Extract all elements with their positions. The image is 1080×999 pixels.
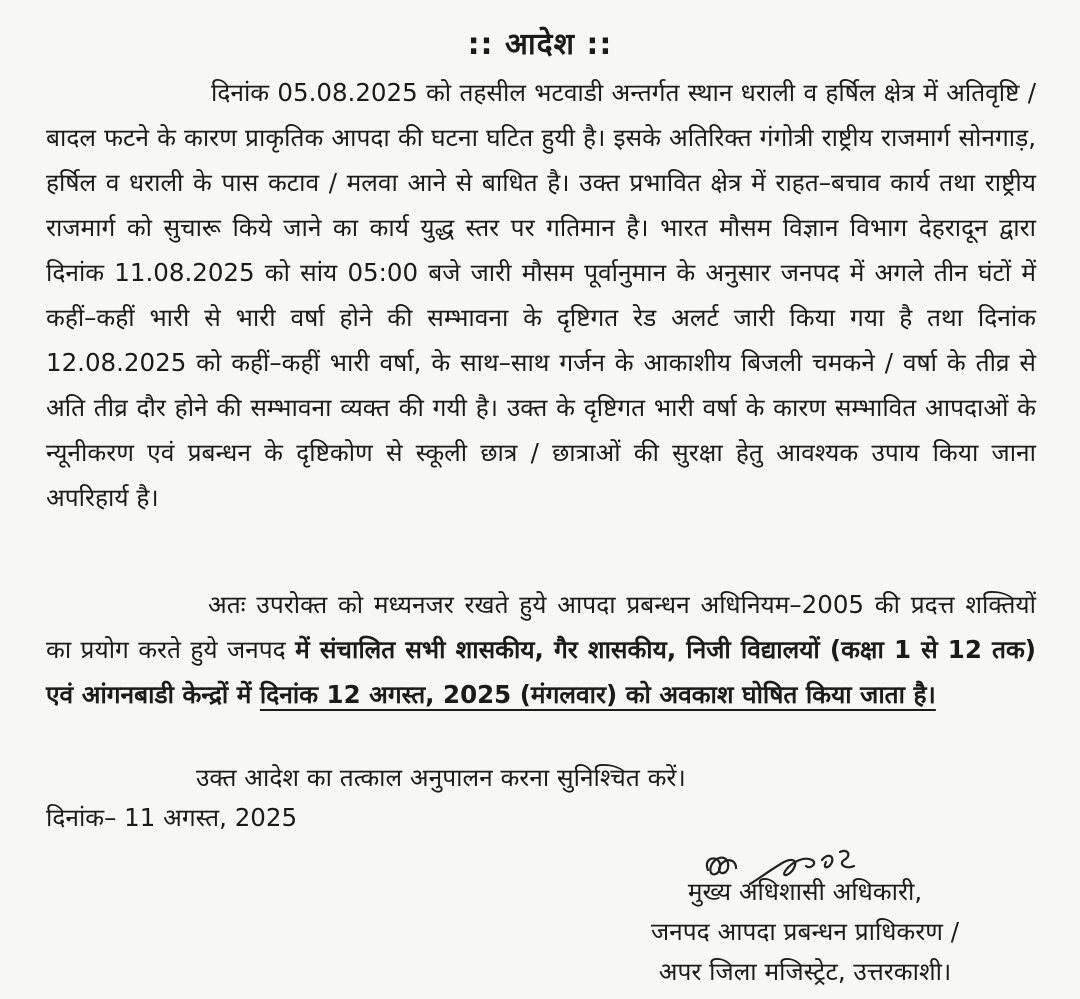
signatory-office: अपर जिला मजिस्ट्रेट, उत्तरकाशी। bbox=[658, 957, 952, 986]
document-title: :: आदेश :: bbox=[467, 27, 613, 62]
order-intro-text: अतः उपरोक्त को मध्यनजर रखते हुये आपदा प्रबन्धन अधिनियम–2005 की प्रदत्त शक्तियों का प्रयोग करते हुये जनपद bbox=[46, 590, 1036, 664]
paragraph-background: दिनांक 05.08.2025 को तहसील भटवाडी अन्तर्गत स्थान धराली व हर्षिल क्षेत्र में अतिवृष्टि / बादल फटने के कारण प्राकृतिक आपदा की घटना घटित हुयी है। इसके अतिरिक्त गंगोत्री राष्ट्रीय राजमार्ग सोनगाड़, हर्षिल व धराली के पास कटाव / मलवा आने से बाधित है। उक्त प्रभावित क्षेत्र में राहत–बचाव कार्य तथा राष्ट्रीय राजमार्ग को सुचारू किये जाने का कार्य युद्ध स्तर पर गतिमान है। भारत मौसम विज्ञान विभाग देहरादून द्वारा दिनांक 11.08.2025 को सांय 05:00 बजे जारी मौसम पूर्वानुमान के अनुसार जनपद में अगले तीन घंटों में कहीं–कहीं भारी से भारी वर्षा होने की सम्भावना के दृष्टिगत रेड अलर्ट जारी किया गया है तथा दिनांक 12.08.2025 को कहीं–कहीं भारी वर्षा, के साथ–साथ गर्जन के आकाशीय बिजली चमकने / वर्षा के तीव्र से अति तीव्र दौर होने की सम्भावना व्यक्त की गयी है। उक्त के दृष्टिगत भारी वर्षा के कारण सम्भावित आपदाओं के न्यूनीकरण एवं प्रबन्धन के दृष्टिकोण से स्कूली छात्र / छात्राओं की सुरक्षा हेतु आवश्यक उपाय किया जाना अपरिहार्य है। bbox=[46, 78, 1036, 512]
paragraph-order bbox=[46, 582, 1036, 717]
signatory-designation: मुख्य अधिशासी अधिकारी, bbox=[687, 877, 923, 906]
signatory-authority: जनपद आपदा प्रबन्धन प्राधिकरण / bbox=[650, 917, 960, 946]
compliance-line: उक्त आदेश का तत्काल अनुपालन करना सुनिश्चित करें। bbox=[196, 763, 686, 792]
issue-date: दिनांक– 11 अगस्त, 2025 bbox=[46, 803, 298, 832]
order-scope-text: में संचालित सभी शासकीय, गैर शासकीय, निजी विद्यालयों (कक्षा 1 से 12 तक) एवं आंगनबाडी केन्द्रों में bbox=[46, 635, 1036, 709]
order-holiday-declaration: दिनांक 12 अगस्त, 2025 (मंगलवार) को अवकाश घोषित किया जाता है। bbox=[259, 680, 936, 709]
signatory-block bbox=[570, 872, 1040, 992]
